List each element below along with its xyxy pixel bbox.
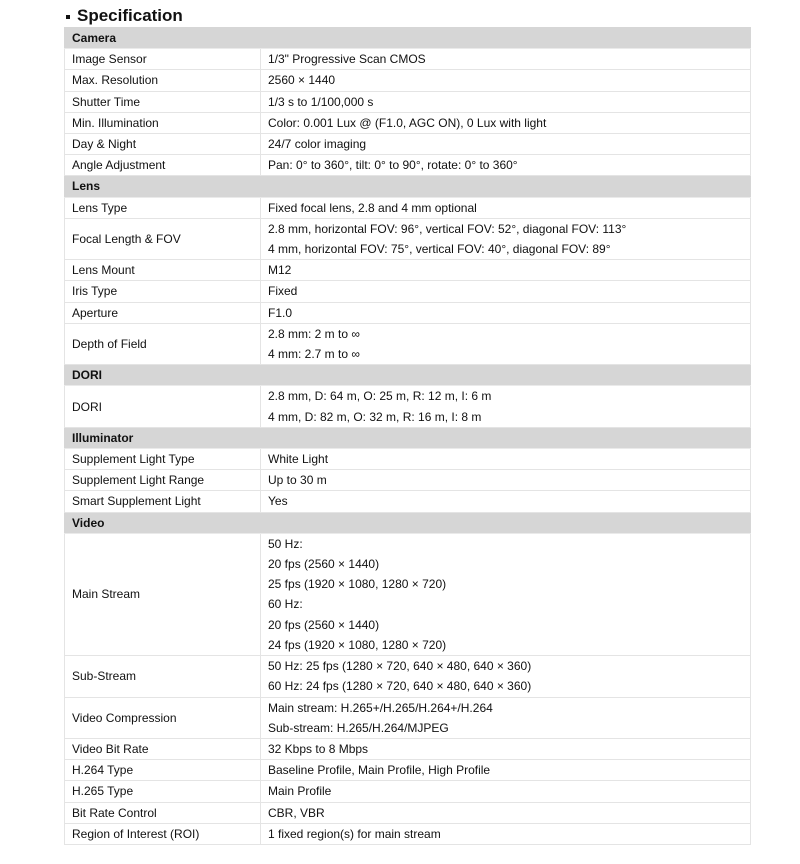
spec-value-line: 60 Hz: [268,597,303,612]
spec-value [261,738,751,759]
spec-value-line: 4 mm: 2.7 m to ∞ [268,347,360,362]
spec-value-line: 2.8 mm: 2 m to ∞ [268,326,360,341]
spec-value-line: White Light [268,452,329,467]
spec-label: Aperture [65,302,261,323]
spec-value [261,112,751,133]
spec-label: Max. Resolution [65,70,261,91]
spec-value-line: 4 mm, D: 82 m, O: 32 m, R: 16 m, I: 8 m [268,409,482,424]
section-header [65,427,751,448]
spec-value [261,760,751,781]
spec-value-line: Main stream: H.265+/H.265/H.264+/H.264 [268,700,493,715]
spec-label: H.264 Type [65,760,261,781]
spec-value-line: 1 fixed region(s) for main stream [268,826,441,841]
spec-label: Image Sensor [65,49,261,70]
table-row [65,802,751,823]
spec-value [261,70,751,91]
table-row [65,302,751,323]
spec-value [261,281,751,302]
spec-label: Lens Mount [65,260,261,281]
spec-label: Iris Type [65,281,261,302]
spec-label: Main Stream [65,533,261,655]
spec-value-line: 1/3" Progressive Scan CMOS [268,52,426,67]
table-row [65,470,751,491]
table-row [65,697,751,738]
section-title: Lens [65,176,751,197]
spec-label: Depth of Field [65,323,261,364]
spec-label: Region of Interest (ROI) [65,823,261,844]
spec-value-line: 50 Hz: [268,536,303,551]
spec-value [261,449,751,470]
spec-value [261,781,751,802]
spec-value [261,197,751,218]
table-row [65,281,751,302]
spec-value-line: 2.8 mm, D: 64 m, O: 25 m, R: 12 m, I: 6 m [268,389,492,404]
spec-label: Smart Supplement Light [65,491,261,512]
spec-value [261,491,751,512]
table-row [65,449,751,470]
spec-label: Sub-Stream [65,656,261,697]
spec-value [261,302,751,323]
spec-value [261,134,751,155]
spec-value [261,91,751,112]
table-row [65,197,751,218]
spec-label: Day & Night [65,134,261,155]
spec-label: Video Compression [65,697,261,738]
table-row [65,738,751,759]
table-row [65,112,751,133]
page-title-text: Specification [77,6,183,25]
table-row [65,91,751,112]
spec-value-line: Sub-stream: H.265/H.264/MJPEG [268,720,449,735]
section-title: Illuminator [65,427,751,448]
spec-value-line: F1.0 [268,305,293,320]
spec-value [261,260,751,281]
spec-value-line: Fixed [268,284,298,299]
spec-label: Angle Adjustment [65,155,261,176]
section-header [65,365,751,386]
table-row [65,70,751,91]
spec-value-line: 2.8 mm, horizontal FOV: 96°, vertical FOV: 52°, diagonal FOV: 113° [268,221,627,236]
spec-value [261,49,751,70]
spec-value-line: Pan: 0° to 360°, tilt: 0° to 90°, rotate: 0° to 360° [268,158,518,173]
spec-value-line: Color: 0.001 Lux @ (F1.0, AGC ON), 0 Lux with light [268,115,547,130]
table-row [65,134,751,155]
spec-value-line: 20 fps (2560 × 1440) [268,557,380,572]
table-row [65,323,751,364]
spec-value [261,386,751,427]
spec-table [64,27,751,845]
spec-label: H.265 Type [65,781,261,802]
spec-label: Focal Length & FOV [65,218,261,259]
table-row [65,260,751,281]
spec-label: Bit Rate Control [65,802,261,823]
table-row [65,656,751,697]
section-header [65,176,751,197]
spec-value [261,802,751,823]
page-title [66,4,183,28]
spec-value [261,823,751,844]
section-title: Video [65,512,751,533]
spec-value-line: M12 [268,263,292,278]
spec-label: Video Bit Rate [65,738,261,759]
table-row [65,49,751,70]
section-title: DORI [65,365,751,386]
spec-label: Supplement Light Range [65,470,261,491]
spec-value [261,218,751,259]
spec-value-line: 25 fps (1920 × 1080, 1280 × 720) [268,577,447,592]
section-header [65,512,751,533]
spec-value-line: 4 mm, horizontal FOV: 75°, vertical FOV: 40°, diagonal FOV: 89° [268,242,611,257]
spec-label: DORI [65,386,261,427]
table-row [65,155,751,176]
spec-value-line: Yes [268,494,288,509]
table-row [65,491,751,512]
spec-value-line: CBR, VBR [268,805,325,820]
spec-value-line: 24/7 color imaging [268,137,367,152]
spec-value-line: Fixed focal lens, 2.8 and 4 mm optional [268,200,477,215]
spec-value [261,470,751,491]
table-row [65,823,751,844]
spec-label: Shutter Time [65,91,261,112]
table-row [65,386,751,427]
spec-value-line: 1/3 s to 1/100,000 s [268,94,374,109]
spec-value [261,656,751,697]
spec-value-line: Baseline Profile, Main Profile, High Profile [268,763,491,778]
spec-label: Min. Illumination [65,112,261,133]
spec-value-line: Main Profile [268,784,332,799]
table-row [65,781,751,802]
spec-value-line: 24 fps (1920 × 1080, 1280 × 720) [268,637,447,652]
table-row [65,533,751,655]
spec-value [261,533,751,655]
table-row [65,760,751,781]
spec-label: Lens Type [65,197,261,218]
spec-label: Supplement Light Type [65,449,261,470]
spec-value-line: 50 Hz: 25 fps (1280 × 720, 640 × 480, 640 × 360) [268,659,532,674]
section-title: Camera [65,28,751,49]
spec-value [261,323,751,364]
spec-value-line: 2560 × 1440 [268,73,336,88]
spec-value-line: 60 Hz: 24 fps (1280 × 720, 640 × 480, 640 × 360) [268,679,532,694]
table-row [65,218,751,259]
spec-value [261,697,751,738]
spec-value-line: 20 fps (2560 × 1440) [268,617,380,632]
spec-value-line: 32 Kbps to 8 Mbps [268,741,369,756]
spec-value-line: Up to 30 m [268,473,327,488]
spec-value [261,155,751,176]
section-header [65,28,751,49]
square-bullet-icon [66,15,70,19]
